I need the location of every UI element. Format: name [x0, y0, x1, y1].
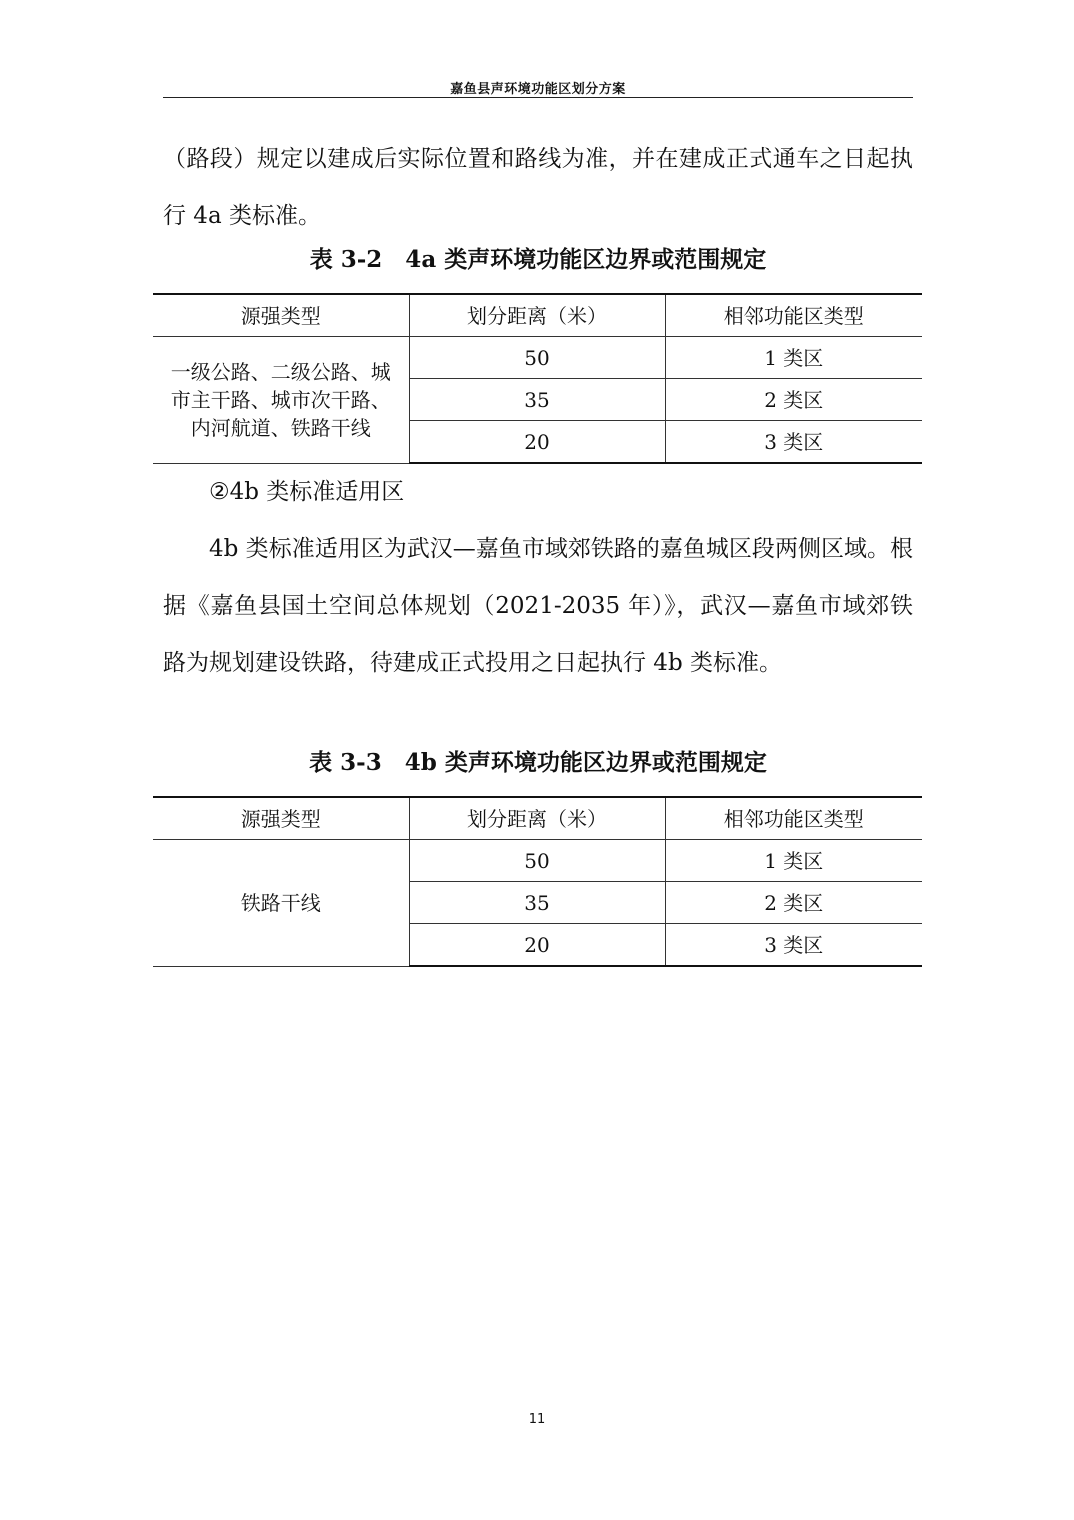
distance-cell: 35 [409, 882, 665, 924]
distance-cell: 20 [409, 421, 665, 464]
source-type-cell: 铁路干线 [153, 840, 409, 967]
table-3-3 [153, 796, 922, 967]
column-header-zone: 相邻功能区类型 [665, 797, 922, 840]
paragraph-road-segment: （路段）规定以建成后实际位置和路线为准，并在建成正式通车之日起执行 4a 类标准。 [163, 146, 913, 229]
distance-cell: 20 [409, 924, 665, 967]
page-number: 11 [528, 1412, 546, 1427]
running-header: 嘉鱼县声环境功能区划分方案 [450, 82, 626, 97]
zone-cell: 3 类区 [665, 924, 922, 967]
column-header-distance: 划分距离（米） [409, 797, 665, 840]
zone-cell: 1 类区 [665, 337, 922, 379]
zone-cell: 3 类区 [665, 421, 922, 464]
column-header-source: 源强类型 [153, 797, 409, 840]
zone-cell: 2 类区 [665, 379, 922, 421]
subheading-4b: ②4b 类标准适用区 [209, 479, 405, 505]
distance-cell: 50 [409, 840, 665, 882]
table-3-2 [153, 293, 922, 464]
table-row [153, 840, 922, 882]
table-row [153, 337, 922, 379]
table-3-2-caption: 表 3-2 4a 类声环境功能区边界或范围规定 [309, 246, 767, 273]
zone-cell: 1 类区 [665, 840, 922, 882]
column-header-source: 源强类型 [153, 294, 409, 337]
zone-cell: 2 类区 [665, 882, 922, 924]
table-header-row [153, 294, 922, 337]
distance-cell: 50 [409, 337, 665, 379]
source-type-cell: 一级公路、二级公路、城市主干路、城市次干路、内河航道、铁路干线 [153, 337, 409, 464]
table-header-row [153, 797, 922, 840]
column-header-zone: 相邻功能区类型 [665, 294, 922, 337]
table-3-3-caption: 表 3-3 4b 类声环境功能区边界或范围规定 [309, 749, 767, 776]
column-header-distance: 划分距离（米） [409, 294, 665, 337]
paragraph-4b-description: 4b 类标准适用区为武汉—嘉鱼市域郊铁路的嘉鱼城区段两侧区域。根据《嘉鱼县国土空间总体规划（2021-2035 年）》，武汉—嘉鱼市域郊铁路为规划建设铁路，待建成正式投用之日起执行 4b 类标准。 [163, 536, 913, 676]
distance-cell: 35 [409, 379, 665, 421]
header-rule [163, 97, 913, 98]
